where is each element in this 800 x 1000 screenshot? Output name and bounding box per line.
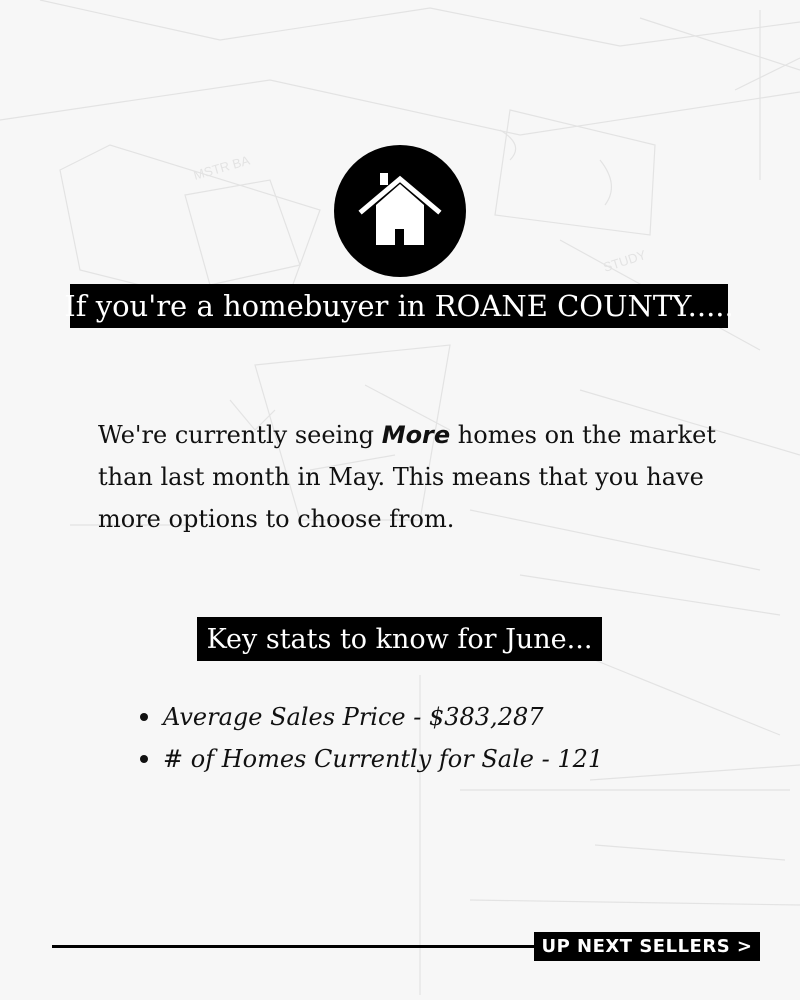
list-item	[140, 738, 700, 780]
page-title: If you're a homebuyer in ROANE COUNTY.....	[64, 288, 734, 323]
up-next-sellers-button[interactable]: UP NEXT SELLERS >	[534, 932, 760, 961]
stats-title-banner	[197, 617, 602, 661]
house-badge	[334, 145, 466, 277]
market-summary-before: We're currently seeing	[98, 421, 382, 449]
market-summary-emphasis: More	[381, 421, 451, 449]
bullet-icon	[140, 755, 148, 763]
house-icon	[358, 169, 442, 253]
market-summary-after: homes on the market than last month in May. This means that you have more options to choose from.	[98, 421, 717, 533]
bullet-icon	[140, 713, 148, 721]
stats-title: Key stats to know for June...	[206, 623, 593, 655]
list-item	[140, 696, 700, 738]
plan-label-study: STUDY	[601, 246, 648, 275]
page-title-banner	[64, 284, 734, 328]
stats-list	[140, 696, 700, 780]
footer-divider	[52, 945, 534, 948]
stat-average-sales-price: Average Sales Price - $383,287	[163, 703, 544, 731]
market-summary	[98, 414, 738, 540]
plan-label-mstr-ba: MSTR BA	[191, 152, 252, 183]
stat-homes-for-sale: # of Homes Currently for Sale - 121	[163, 745, 604, 773]
